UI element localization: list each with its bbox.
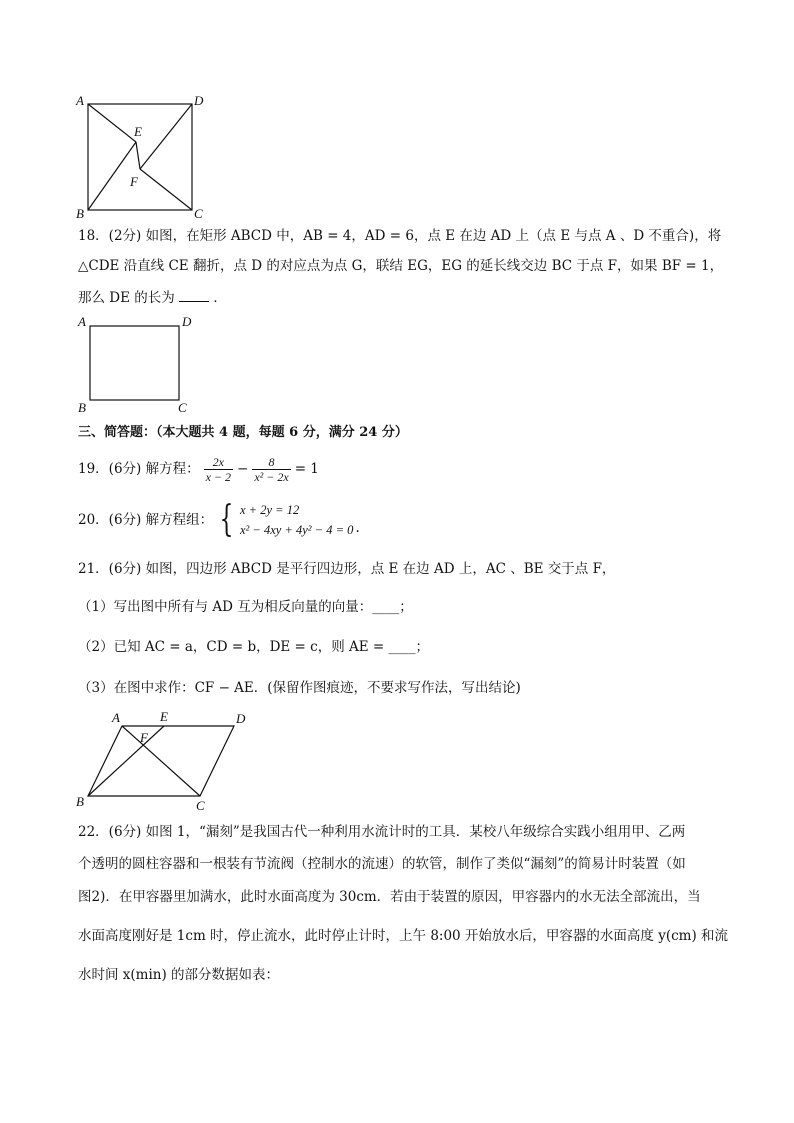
q22-line5: 水时间 x(min) 的部分数据如表： [78, 967, 280, 983]
fig17-line-BE [88, 142, 136, 210]
fig21-label-C: C [196, 798, 205, 813]
fig17-label-D: D [194, 93, 204, 108]
fig18-label-B: B [78, 400, 86, 415]
q21-stem: 21．(6分) 如图，四边形 ABCD 是平行四边形，点 E 在边 AD 上，AC 、BE 交于点 F， [78, 561, 616, 577]
q18-line1: 18．(2分) 如图，在矩形 ABCD 中，AB = 4，AD = 6，点 E 在边 AD 上（点 E 与点 A 、D 不重合)，将 [78, 228, 722, 244]
q20-system [240, 500, 353, 540]
q21-part1: （1）写出图中所有与 AD 互为相反向量的向量：____； [78, 599, 413, 615]
q18-line3 [78, 289, 227, 307]
fig17-label-A: A [76, 93, 84, 108]
fig21-diagram [72, 706, 262, 814]
q18-line3-prefix: 那么 DE 的长为 [78, 290, 175, 306]
q19-rhs: = 1 [294, 461, 319, 477]
fig21-line-AC [122, 726, 200, 796]
fig17-label-C: C [194, 206, 203, 221]
q19-frac1-denominator: x − 2 [205, 469, 232, 484]
q19-fraction-1 [204, 455, 233, 484]
fig18-label-C: C [178, 400, 187, 415]
fig21-label-D: D [236, 711, 246, 726]
q18-line3-suffix: ． [213, 290, 227, 306]
fig21-label-A: A [112, 710, 120, 725]
fig17-label-B: B [76, 206, 84, 221]
fig18-rectangle [90, 326, 179, 400]
q18-line2: △CDE 沿直线 CE 翻折，点 D 的对应点为点 G，联结 EG，EG 的延长线交边 BC 于点 F，如果 BF = 1， [78, 258, 724, 274]
fig18-label-D: D [182, 314, 192, 329]
q19-frac1-numerator: 2x [204, 455, 233, 470]
q22-line4: 水面高度刚好是 1cm 时，停止流水，此时停止计时，上午 8:00 开始放水后，甲容器的水面高度 y(cm) 和流 [78, 928, 729, 944]
q20-eq1: x + 2y = 12 [240, 503, 300, 517]
fig17-line-AE [88, 104, 136, 142]
q20-suffix: . [355, 520, 360, 536]
q19-prefix: 19．(6分) 解方程： [78, 461, 200, 477]
fig21-label-E: E [160, 709, 168, 724]
q22-line3: 图2)．在甲容器里加满水，此时水面高度为 30cm．若由于装置的原因，甲容器内的水无法全部流出，当 [78, 889, 701, 905]
fig17-line-DF [140, 104, 192, 169]
q18-answer-blank[interactable] [179, 289, 209, 302]
q19 [78, 451, 319, 487]
fig17-line-CF [140, 169, 192, 210]
fig21-label-B: B [76, 794, 84, 809]
q19-fraction-2 [252, 455, 290, 484]
q20-eq2: x² − 4xy + 4y² − 4 = 0 [240, 523, 354, 537]
q19-frac2-denominator: x² − 2x [254, 469, 289, 484]
fig18-diagram [74, 312, 204, 418]
fig18-label-A: A [78, 314, 86, 329]
fig17-label-F: F [130, 174, 138, 189]
q20-prefix: 20．(6分) 解方程组： [78, 512, 214, 528]
q22-line2: 个透明的圆柱容器和一根装有节流阀（控制水的流速）的软管，制作了类似“漏刻”的简易计时装置（如 [78, 856, 686, 872]
q20 [78, 499, 360, 541]
fig21-line-BE [88, 726, 164, 796]
q21-part2: （2）已知 AC = a，CD = b，DE = c，则 AE = ____； [78, 639, 430, 655]
fig21-label-F: F [140, 730, 148, 745]
fig17-label-E: E [134, 124, 142, 139]
q22-line1: 22．(6分) 如图 1，“漏刻”是我国古代一种利用水流计时的工具．某校八年级综合实践小组用甲、乙两 [78, 824, 686, 840]
fig17-diagram [72, 92, 212, 222]
q19-minus: − [237, 461, 249, 477]
fig17-square [88, 104, 192, 210]
q19-frac2-numerator: 8 [252, 455, 290, 470]
q21-part3: （3）在图中求作：CF − AE．(保留作图痕迹，不要求写作法，写出结论) [78, 680, 521, 696]
q20-brace: { [219, 499, 234, 540]
section3-title: 三、简答题：（本大题共 4 题，每题 6 分，满分 24 分） [78, 425, 408, 440]
fig17-line-EF [136, 142, 140, 169]
